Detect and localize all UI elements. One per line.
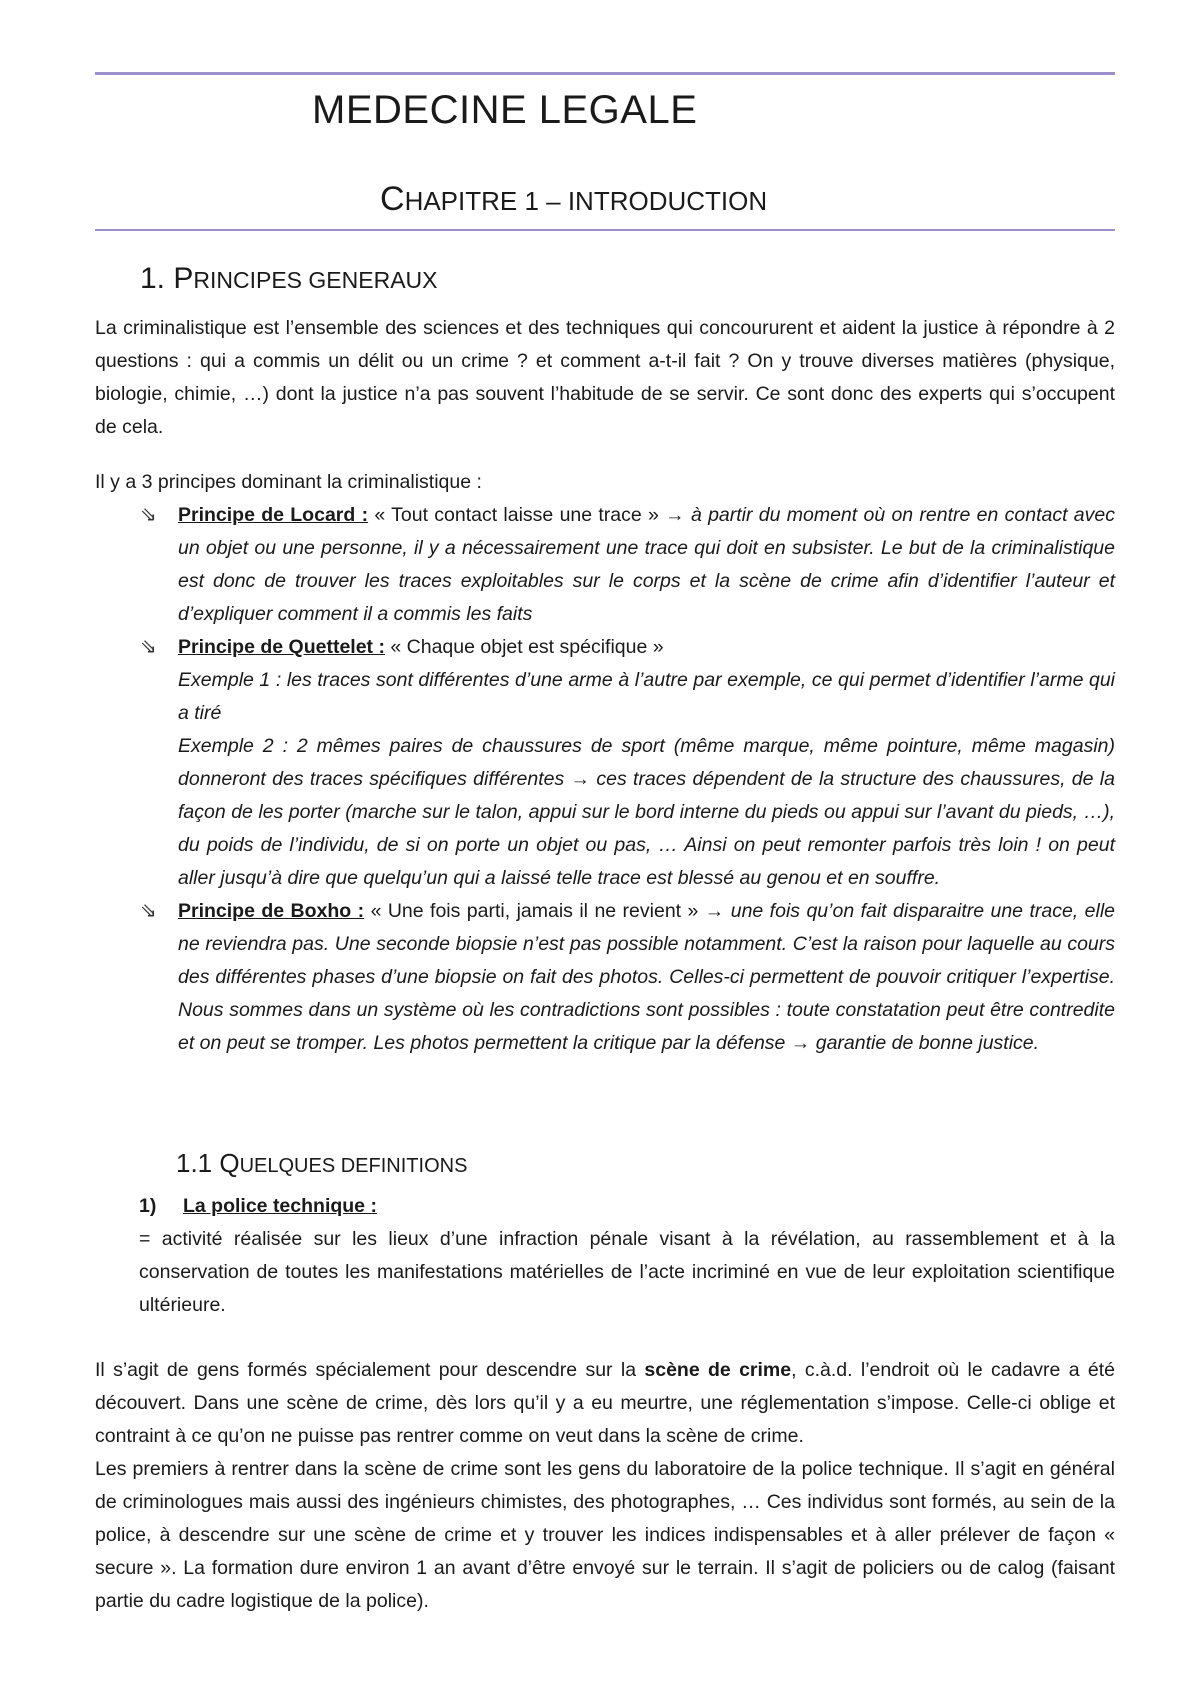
header-rule-top (95, 72, 1115, 75)
principle-detail: → une fois qu’on fait disparaitre une trace, elle ne reviendra pas. Une seconde biopsie n’est pas possible notamment. C’est la raison pour laquelle au cours des différentes phases d’une biopsie on fait des photos. Celles-ci permettent de pouvoir critiquer l’expertise. Nous sommes dans un système où les contradictions sont possibles : toute constatation peut être contredite et on peut se tromper. Les photos permettent la critique par la défense → garantie de bonne justice. (178, 900, 1116, 1054)
definition-term: La police technique : (183, 1195, 377, 1217)
laboratoire-paragraph: Les premiers à rentrer dans la scène de crime sont les gens du laboratoire de la police technique. Il s’agit en général de criminologues mais aussi des ingénieurs chimistes, des photographes, … Ces individus sont formés, au sein de la police, à descendre sur une scène de crime et y trouver les indices indispensables et à aller prélever de façon « secure ». La formation dure environ 1 an avant d’être envoyé sur le terrain. Il s’agit de policiers ou de calog (faisant partie du cadre logistique de la police). (95, 1458, 1115, 1612)
principle-boxho (95, 895, 1115, 1060)
definition-body: = activité réalisée sur les lieux d’une infraction pénale visant à la révélation, au rassemblement et à la conservation de toutes les manifestations matérielles de l’acte incriminé en vue de leur exploitation scientifique ultérieure. (139, 1228, 1115, 1316)
principle-label: Principe de Quettelet : (178, 636, 385, 658)
scene-de-crime-paragraph (95, 1354, 1115, 1453)
paragraph-text-after: , c.à.d. l’endroit où le cadavre a été découvert. Dans une scène de crime, dès lors qu’il y a eu meurtre, une réglementation s’impose. Celle-ci oblige et contraint à ce qu’on ne puisse pas rentrer comme on veut dans la scène de crime. (95, 1359, 1116, 1447)
arrow-bullet-icon: ⇘ (140, 504, 157, 526)
section-1-1-heading (176, 1148, 467, 1179)
principles-lead: Il y a 3 principes dominant la criminalistique : (95, 471, 482, 493)
principle-detail: → à partir du moment où on rentre en contact avec un objet ou une personne, il y a nécessairement une trace qui doit en subsister. Le but de la criminalistique est donc de trouver les traces exploitables sur le corps et la scène de crime afin d’identifier l’auteur et d’expliquer comment il a commis les faits (178, 504, 1115, 625)
section-1-number: 1. P (140, 262, 194, 295)
definition-police-technique (95, 1190, 1115, 1322)
definition-number: 1) (139, 1195, 157, 1217)
document-title: MEDECINE LEGALE (312, 88, 698, 132)
paragraph-emphasis: scène de crime (644, 1359, 792, 1381)
principle-quettelet (95, 631, 1115, 895)
section-1-heading (140, 262, 437, 296)
chapter-initial: C (380, 180, 405, 218)
principle-locard (95, 499, 1115, 631)
chapter-title-rest: HAPITRE 1 – INTRODUCTION (404, 186, 768, 216)
principle-example-2: Exemple 2 : 2 mêmes paires de chaussures de sport (même marque, même pointure, même magasin) donneront des traces spécifiques différentes → ces traces dépendent de la structure des chaussures, de la façon de les porter (marche sur le talon, appui sur le bord interne du pieds ou appui sur l’avant du pieds, …), du poids de l’individu, de si on porte un objet ou pas, … Ainsi on peut remonter parfois très loin ! on peut aller jusqu’à dire que quelqu’un qui a laissé telle trace est blessé au genou et en souffre. (178, 735, 1115, 889)
principle-example-1: Exemple 1 : les traces sont différentes d’une arme à l’autre par exemple, ce qui permet d’identifier l’arme qui a tiré (178, 669, 1115, 724)
principle-quote: « Tout contact laisse une trace » (368, 504, 666, 526)
header-rule-bottom (95, 229, 1115, 231)
section-1-1-number: 1.1 Q (176, 1148, 240, 1178)
chapter-heading (380, 180, 767, 219)
paragraph-text-before: Il s’agit de gens formés spécialement pour descendre sur la (95, 1359, 645, 1381)
principle-label: Principe de Locard : (178, 504, 369, 526)
section-1-1-title-rest: UELQUES DEFINITIONS (239, 1155, 468, 1177)
section-1-intro: La criminalistique est l’ensemble des sciences et des techniques qui concoururent et aident la justice à répondre à 2 questions : qui a commis un délit ou un crime ? et comment a-t-il fait ? On y trouve diverses matières (physique, biologie, chimie, …) dont la justice n’a pas souvent l’habitude de se servir. Ce sont donc des experts qui s’occupent de cela. (95, 317, 1115, 438)
principle-label: Principe de Boxho : (178, 900, 365, 922)
principle-quote: « Chaque objet est spécifique » (384, 636, 664, 658)
section-1-title-rest: RINCIPES GENERAUX (193, 267, 438, 293)
principle-quote: « Une fois parti, jamais il ne revient » (364, 900, 705, 922)
arrow-bullet-icon: ⇘ (140, 636, 157, 658)
arrow-bullet-icon: ⇘ (140, 900, 157, 922)
principles-list (95, 499, 1115, 1060)
